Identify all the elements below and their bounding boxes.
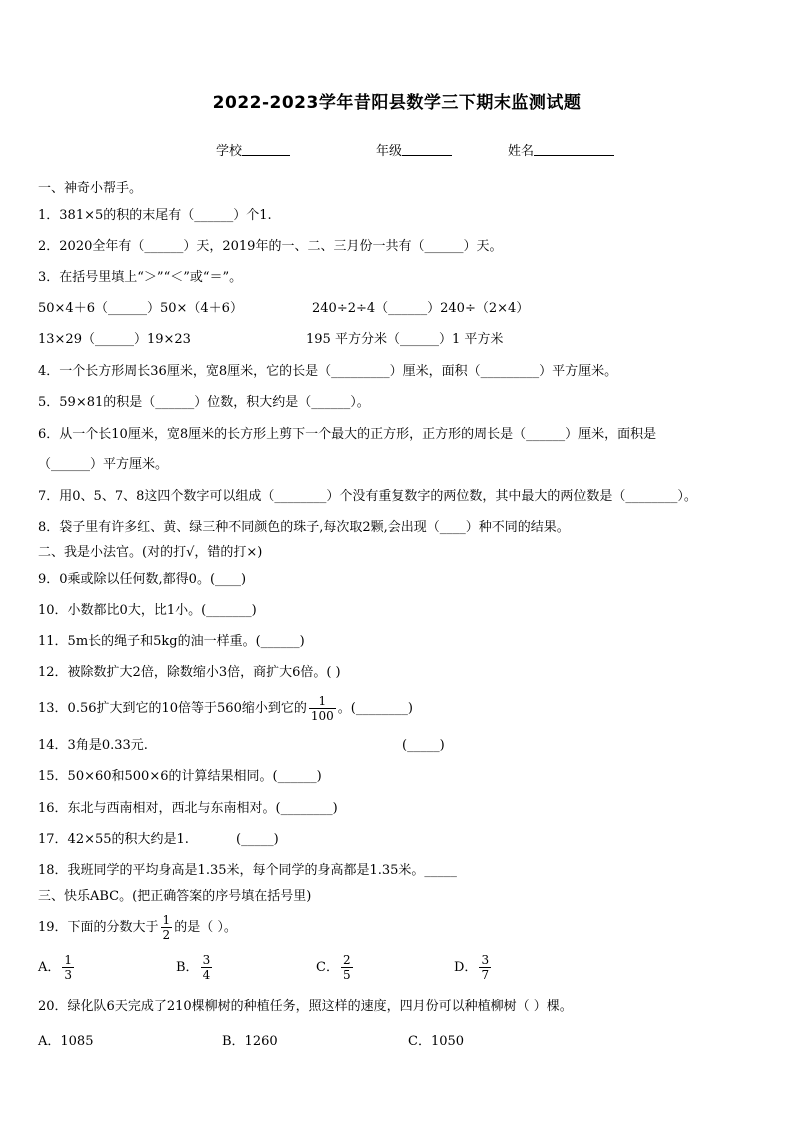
fraction-numerator: 1 (162, 913, 171, 927)
option-19-a[interactable] (38, 953, 76, 982)
fraction-1-100 (309, 694, 336, 723)
question-11: 11．5m长的绳子和5kg的油一样重。(______) (38, 634, 305, 649)
question-19-text: 19．下面的分数大于 (38, 920, 159, 935)
school-blank[interactable] (242, 143, 290, 156)
name-label: 姓名 (508, 144, 535, 159)
option-20-b[interactable]: B．1260 (222, 1034, 278, 1049)
fraction-denominator: 4 (202, 968, 211, 982)
option-label: D． (454, 960, 478, 975)
question-3a: 50×4＋6（______）50×（4＋6） (38, 301, 243, 316)
question-3c: 13×29（______）19×23 (38, 332, 191, 347)
question-12: 12．被除数扩大2倍，除数缩小3倍，商扩大6倍。( ) (38, 665, 341, 680)
fraction-numerator: 3 (481, 953, 490, 967)
page-title: 2022-2023学年昔阳县数学三下期末监测试题 (212, 93, 582, 113)
grade-label: 年级 (376, 144, 403, 159)
fraction-1-2 (161, 913, 173, 942)
section-2-heading: 二、我是小法官。(对的打√，错的打×) (38, 545, 263, 560)
option-fraction (341, 953, 353, 982)
question-3: 3．在括号里填上“＞”“＜”或“＝”。 (38, 270, 243, 285)
name-field (508, 140, 614, 159)
question-18: 18．我班同学的平均身高是1.35米，每个同学的身高都是1.35米。_____ (38, 863, 457, 878)
option-fraction (62, 953, 74, 982)
option-19-c[interactable] (316, 953, 355, 982)
question-19 (38, 910, 237, 946)
grade-blank[interactable] (402, 143, 452, 156)
fraction-denominator: 2 (162, 928, 171, 942)
section-1-heading: 一、神奇小帮手。 (38, 181, 143, 196)
fraction-denominator: 5 (342, 968, 351, 982)
question-2: 2．2020全年有（______）天，2019年的一、二、三月份一共有（______）天。 (38, 239, 503, 254)
question-17: 17．42×55的积大约是1. (38, 832, 189, 847)
question-13-text: 13．0.56扩大到它的10倍等于560缩小到它的 (38, 701, 307, 716)
question-3d: 195 平方分米（______）1 平方米 (306, 332, 504, 347)
fraction-numerator: 1 (318, 694, 327, 708)
fraction-numerator: 3 (202, 953, 211, 967)
question-4: 4．一个长方形周长36厘米，宽8厘米，它的长是（_________）厘米，面积（_________）平方厘米。 (38, 364, 618, 379)
question-7: 7．用0、5、7、8这四个数字可以组成（________）个没有重复数字的两位数，其中最大的两位数是（________）。 (38, 489, 697, 504)
school-label: 学校 (216, 144, 243, 159)
question-15: 15．50×60和500×6的计算结果相同。(______) (38, 769, 322, 784)
grade-field (376, 140, 452, 159)
question-3b: 240÷2÷4（______）240÷（2×4） (312, 301, 530, 316)
question-1: 1．381×5的积的末尾有（______）个1. (38, 208, 272, 223)
fraction-denominator: 100 (310, 709, 334, 723)
question-8: 8．袋子里有许多红、黄、绿三种不同颜色的珠子,每次取2颗,会出现（____）种不同的结果。 (38, 520, 570, 535)
option-fraction (479, 953, 491, 982)
option-label: A． (38, 960, 61, 975)
option-19-d[interactable] (454, 953, 493, 982)
question-13-blank: 。(________) (337, 701, 413, 716)
fraction-numerator: 1 (64, 953, 73, 967)
option-20-a[interactable]: A．1085 (38, 1034, 94, 1049)
question-6: 6．从一个长10厘米，宽8厘米的长方形上剪下一个最大的正方形，正方形的周长是（______）厘米，面积是 (38, 427, 657, 442)
question-5: 5．59×81的积是（______）位数，积大约是（______）。 (38, 395, 370, 410)
fraction-denominator: 7 (481, 968, 490, 982)
question-14-blank: (_____) (402, 738, 445, 753)
option-label: B． (176, 960, 199, 975)
question-20: 20．绿化队6天完成了210棵柳树的种植任务，照这样的速度，四月份可以种植柳树（ ）棵。 (38, 999, 573, 1014)
question-10: 10．小数都比0大，比1小。(_______) (38, 603, 257, 618)
section-3-heading: 三、快乐ABC。(把正确答案的序号填在括号里) (38, 889, 312, 904)
fraction-numerator: 2 (342, 953, 351, 967)
option-fraction (201, 953, 213, 982)
option-label: C． (316, 960, 339, 975)
question-17-blank: (_____) (236, 832, 279, 847)
fraction-denominator: 3 (64, 968, 73, 982)
question-9: 9．0乘或除以任何数,都得0。(____) (38, 572, 247, 587)
question-14: 14．3角是0.33元. (38, 738, 148, 753)
option-20-c[interactable]: C．1050 (408, 1034, 465, 1049)
question-16: 16．东北与西南相对，西北与东南相对。(________) (38, 801, 338, 816)
school-field (216, 140, 290, 159)
option-19-b[interactable] (176, 953, 214, 982)
name-blank[interactable] (534, 143, 614, 156)
question-13 (38, 691, 413, 727)
question-6-continued: （______）平方厘米。 (38, 457, 169, 472)
question-19-suffix: 的是（ ）。 (174, 920, 237, 935)
